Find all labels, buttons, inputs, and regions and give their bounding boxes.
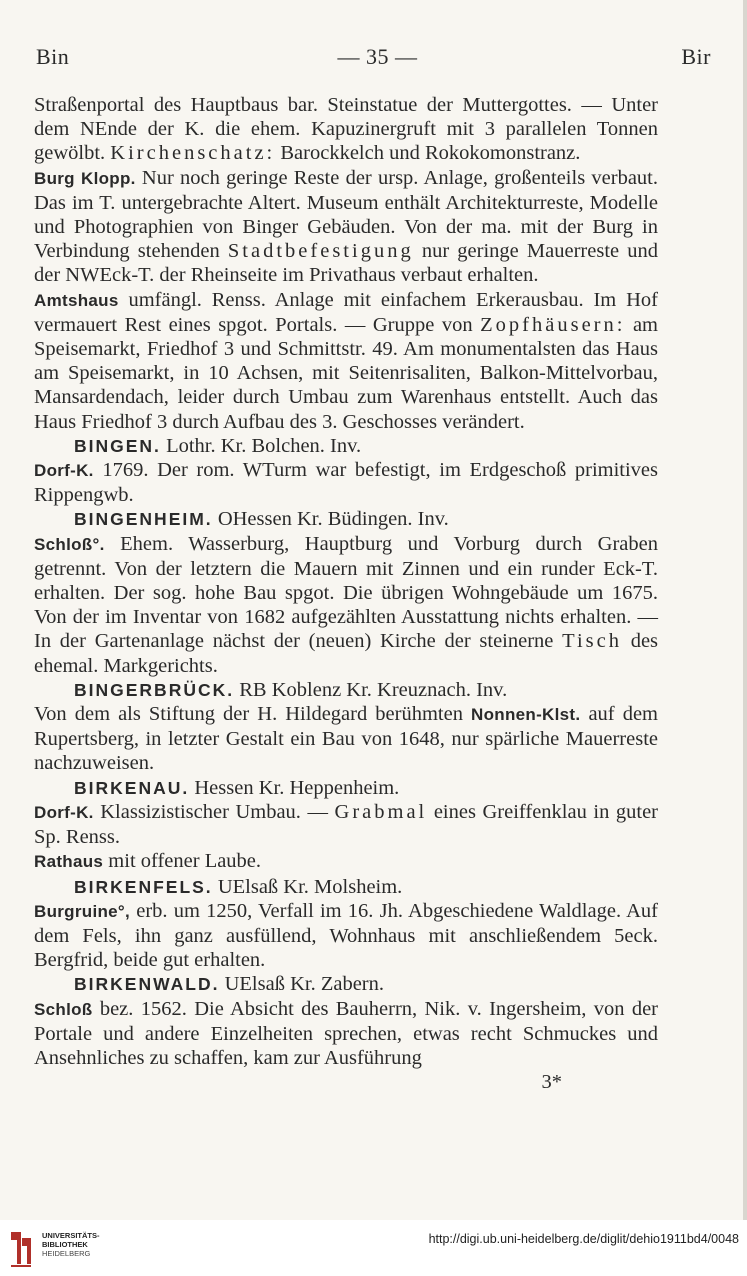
dorf-k-text: 1769. Der rom. WTurm war befestigt, im Erdgeschoß primitives Rippengwb. [34,459,659,507]
birkenau-info: Hessen Kr. Heppenheim. [194,776,400,799]
dorf-k-label: Dorf-K. [34,461,94,481]
source-url-link[interactable]: http://digi.ub.uni-heidelberg.de/diglit/dehio1911bd4/0048 [428,1232,739,1246]
bingen-info: Lothr. Kr. Bolchen. Inv. [166,434,362,457]
amtshaus-label: Amtshaus [34,290,119,310]
body-text [34,93,658,1094]
footer-bar [0,1220,747,1276]
header-left: Bin [36,44,70,69]
dorf-k-text-2: Klassizistischer Umbau. — [100,800,328,823]
burgruine-label: Burgruine°, [34,901,131,921]
entry-dorf-k-bingen [34,458,658,507]
library-line-1: UNIVERSITÄTS- [42,1231,100,1240]
entry-dorf-k-birkenau [34,800,658,849]
place-birkenwald [34,972,658,996]
bingerbrueck-text-end: auf dem Rupertsberg, in letzter Gestalt ein Bau von 1648, nur spärliche Mauerreste nachzuweisen. [34,703,658,775]
burg-klopp-label: Burg Klopp. [34,168,136,188]
library-line-3: HEIDELBERG [42,1249,91,1258]
schloss-label: Schloß°. [34,534,105,554]
place-birkenau [34,776,658,800]
schloss-label-2: Schloß [34,999,93,1019]
entry-nonnen-klst [34,702,658,776]
schloss-text-2: bez. 1562. Die Absicht des Bauherrn, Nik. v. Ingersheim, von der Portale und andere Einzelheiten sprechen, etwas recht Schmuckes und Ansehnliches zu schaffen, kam zur Ausführung [34,997,659,1069]
grabmal-term: Grabmal [334,800,428,823]
birkenau-heading: BIRKENAU. [74,777,190,798]
entry-burg-klopp [34,166,658,288]
kirchenschatz-term: Kirchenschatz: [110,142,276,165]
nonnen-klst-label: Nonnen-Klst. [471,705,581,725]
bingen-heading: BINGEN. [74,435,161,456]
library-name [42,1231,100,1258]
place-bingenheim [34,507,658,531]
place-bingen [34,434,658,458]
birkenwald-info: UElsaß Kr. Zabern. [224,973,384,996]
running-head [36,44,711,74]
dorf-k-text-2-end: eines Greiffenklau in guter Sp. Renss. [34,800,658,849]
entry-amtshaus [34,288,658,434]
paragraph-intro [34,93,658,166]
birkenfels-info: UElsaß Kr. Molsheim. [217,875,403,898]
place-bingerbrueck [34,678,658,702]
signature-mark: 3* [541,1071,562,1094]
burg-klopp-text: Nur noch geringe Reste der ursp. Anlage, großenteils verbaut. Das im T. untergebrachte Altert. Museum enthält Architekturreste, Modelle und Photographien von Binger Gebäuden. Von der ma. mit der Burg in Verbindung stehenden [34,166,658,263]
birkenfels-heading: BIRKENFELS. [74,876,213,897]
page-number: — 35 — [337,44,418,69]
entry-schloss-birkenwald [34,997,658,1071]
burgruine-text: erb. um 1250, Verfall im 16. Jh. Abgeschiedene Waldlage. Auf dem Fels, ihn ganz ausfüllend, Wohnhaus mit anschließendem 5eck. Bergfrid, beide gut erhalten. [34,899,659,972]
intro-end: Barockkelch und Rokokomonstranz. [280,142,581,165]
rathaus-label: Rathaus [34,852,104,872]
birkenwald-heading: BIRKENWALD. [74,974,220,995]
header-right: Bir [681,44,711,69]
rathaus-text: mit offener Laube. [108,850,262,873]
place-birkenfels [34,875,658,899]
entry-schloss-bingenheim [34,532,658,678]
amtshaus-text-end: am Speisemarkt, Friedhof 3 und Schmittstr. 49. Am monumentalsten das Haus am Speisemarkt, in 10 Achsen, mit Seitenrisaliten, Balkon-Mittelvorbau, Mansardendach, leider durch Umbau zum Warenhaus entstellt. Auch das Haus Friedhof 3 durch Aufbau des 3. Geschosses verändert. [34,313,658,433]
bingenheim-heading: BINGENHEIM. [74,509,213,530]
dorf-k-label-2: Dorf-K. [34,802,94,822]
schloss-text-end: des ehemal. Markgerichts. [34,630,659,677]
bingerbrueck-info: RB Koblenz Kr. Kreuznach. Inv. [239,678,508,701]
tisch-term: Tisch [562,630,622,653]
bingerbrueck-text: Von dem als Stiftung der H. Hildegard berühmten [34,703,463,726]
stadtbefestigung-term: Stadtbefestigung [227,240,414,263]
library-logo-icon [8,1228,34,1268]
amtshaus-text: umfängl. Renss. Anlage mit einfachem Erkerausbau. Im Hof vermauert Rest eines spgot. Portals. — Gruppe von [34,288,658,336]
burg-klopp-text-end: nur geringe Mauerreste und der NWEck-T. der Rheinseite im Privathaus verbaut erhalten. [34,240,659,287]
schloss-text: Ehem. Wasserburg, Hauptburg und Vorburg durch Graben getrennt. Von der letztern die Mauern mit Zinnen und ein runder Eck-T. erhalten. Der sog. hohe Bau spgot. Die übrigen Wohngebäude um 1675. Von der im Inventar von 1682 aufgezählten Ausstattung nichts erhalten. — In der Gartenanlage nächst der (neuen) Kirche der steinerne [34,532,658,653]
zopfhaeusern-term: Zopfhäusern: [480,313,626,336]
bingerbrueck-heading: BINGERBRÜCK. [74,679,235,700]
entry-rathaus [34,849,658,874]
intro-text: Straßenportal des Hauptbaus bar. Steinstatue der Muttergottes. — Unter dem NEnde der K. die ehem. Kapuzinergruft mit 3 parallelen Tonnen gewölbt. [34,94,658,165]
bingenheim-info: OHessen Kr. Büdingen. Inv. [217,508,449,531]
library-line-2: BIBLIOTHEK [42,1240,88,1249]
entry-burgruine [34,899,658,973]
